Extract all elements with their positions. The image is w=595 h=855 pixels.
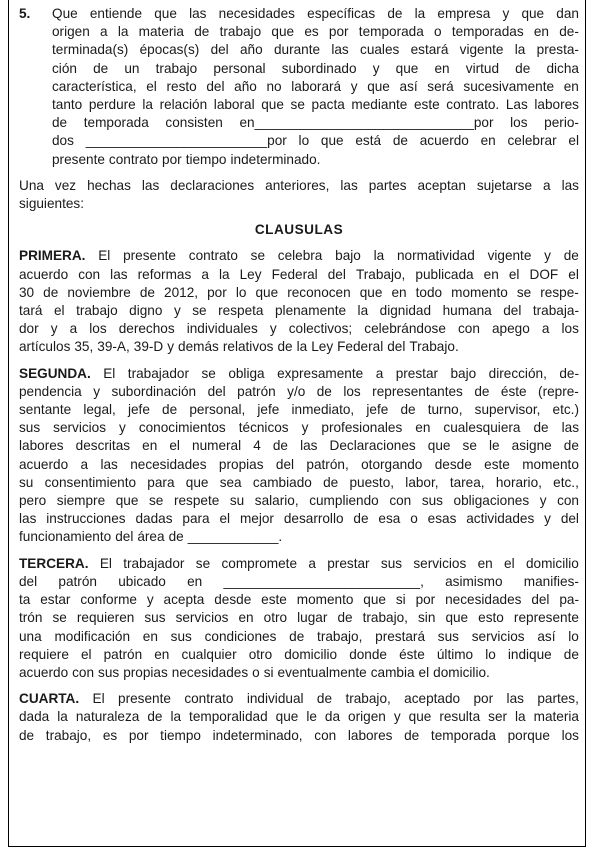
text-line: requiere el patrón en cualquier otro domicilio donde éste último lo indique de — [19, 646, 579, 662]
text-line: tará el trabajo digno y se respeta plenamente la dignidad humana del trabaja- — [19, 303, 579, 319]
text-line: sus servicios y conocimientos técnicos y profesionales en cualesquiera de las — [19, 420, 579, 436]
item-number: 5. — [19, 6, 31, 21]
text-line: dor y a los derechos individuales y colectivos; celebrándose con apego a los — [19, 321, 579, 337]
text-line: presente contrato por tiempo indeterminado. — [52, 151, 321, 167]
clause-heading: SEGUNDA. — [19, 365, 91, 381]
clause-tercera — [19, 555, 579, 682]
text-line: ta estar conforme y acepta desde este momento que si por necesidades del pa- — [19, 592, 579, 608]
text-line: terminada(s) épocas(s) del año durante las cuales estará vigente la presta- — [52, 42, 579, 58]
text-line: acuerdo con sus propias necesidades o si eventualmente cambia el domicilio. — [19, 664, 490, 680]
clause-first-line: PRIMERA. El presente contrato se celebra bajo la normatividad vigente y de — [19, 247, 579, 265]
clausulas-title: CLAUSULAS — [254, 222, 344, 238]
text-line: característica, el resto del año no laborará y que así será sucesivamente en — [52, 78, 579, 94]
text-line: de trabajo, es por tiempo indeterminado, con labores de temporada porque los — [19, 727, 579, 743]
text-line: de temporada consisten en_____________________________por los perio- — [52, 115, 579, 131]
text-line: una modificación en sus condiciones de trabajo, prestará sus servicios así lo — [19, 628, 579, 644]
text-line: ción de un trabajo personal subordinado y que en virtud de dicha — [52, 60, 579, 76]
intro-paragraph — [19, 177, 579, 213]
clause-first-line: CUARTA. El presente contrato individual de trabajo, aceptado por las partes, — [19, 690, 579, 708]
text-line: dos ________________________por lo que está de acuerdo en celebrar el — [52, 133, 579, 149]
text-line: Que entiende que las necesidades específicas de la empresa y que dan — [52, 6, 579, 21]
clause-heading: PRIMERA. — [19, 248, 86, 264]
clause-first-line: SEGUNDA. El trabajador se obliga expresamente a prestar bajo dirección, de- — [19, 365, 579, 383]
clause-heading: CUARTA. — [19, 691, 80, 707]
text-line: sentante legal, jefe de personal, jefe inmediato, jefe de turno, supervisor, etc.) — [19, 402, 579, 418]
text-line: dada la naturaleza de la temporalidad que le da origen y que resulta ser la materia — [19, 709, 579, 725]
text-line: tanto perdure la relación laboral que se pacta mediante este contrato. Las labores — [52, 97, 579, 113]
document-body — [19, 5, 579, 745]
text-line: las instrucciones dadas para el mejor desarrollo de esa o esas actividades y del — [19, 511, 579, 527]
text-line: pendencia y subordinación del patrón y/o de los representantes de éste (repre- — [19, 383, 579, 399]
text-line: acuerdo con las reformas a la Ley Federal del Trabajo, publicada en el DOF el — [19, 266, 579, 282]
text-line: del patrón ubicado en __________________________, asimismo manifies- — [19, 573, 579, 589]
text-line: origen a la materia de trabajo que es por temporada o temporadas en de- — [52, 24, 579, 40]
item5-lines — [52, 5, 579, 169]
text-line: artículos 35, 39-A, 39-D y demás relativos de la Ley Federal del Trabajo. — [19, 339, 459, 355]
text-line: su consentimiento para que sea cambiado de puesto, labor, tarea, horario, etc., — [19, 474, 579, 490]
clause-heading: TERCERA. — [19, 555, 89, 571]
text-line: labores descritas en el numeral 4 de las Declaraciones que se le asigne de — [19, 438, 579, 454]
text-line: pero siempre que se respete su salario, cumpliendo con sus obligaciones y con — [19, 493, 579, 509]
clause-primera — [19, 247, 579, 356]
clause-segunda — [19, 365, 579, 547]
text-line: funcionamiento del área de ____________. — [19, 529, 283, 545]
clause-cuarta — [19, 690, 579, 745]
text-line: Una vez hechas las declaraciones anteriores, las partes aceptan sujetarse a las — [19, 177, 579, 193]
text-line: 30 de noviembre de 2012, por lo que reconocen que en todo momento se respe- — [19, 284, 579, 300]
clause-first-line: TERCERA. El trabajador se compromete a prestar sus servicios en el domicilio — [19, 555, 579, 573]
text-line: trón se requieren sus servicios en otro lugar de trabajo, sin que esto represente — [19, 610, 579, 626]
declaration-item-5 — [19, 5, 579, 169]
text-line: acuerdo a las necesidades propias del patrón, otorgando desde este momento — [19, 456, 579, 472]
text-line: siguientes: — [19, 196, 84, 212]
